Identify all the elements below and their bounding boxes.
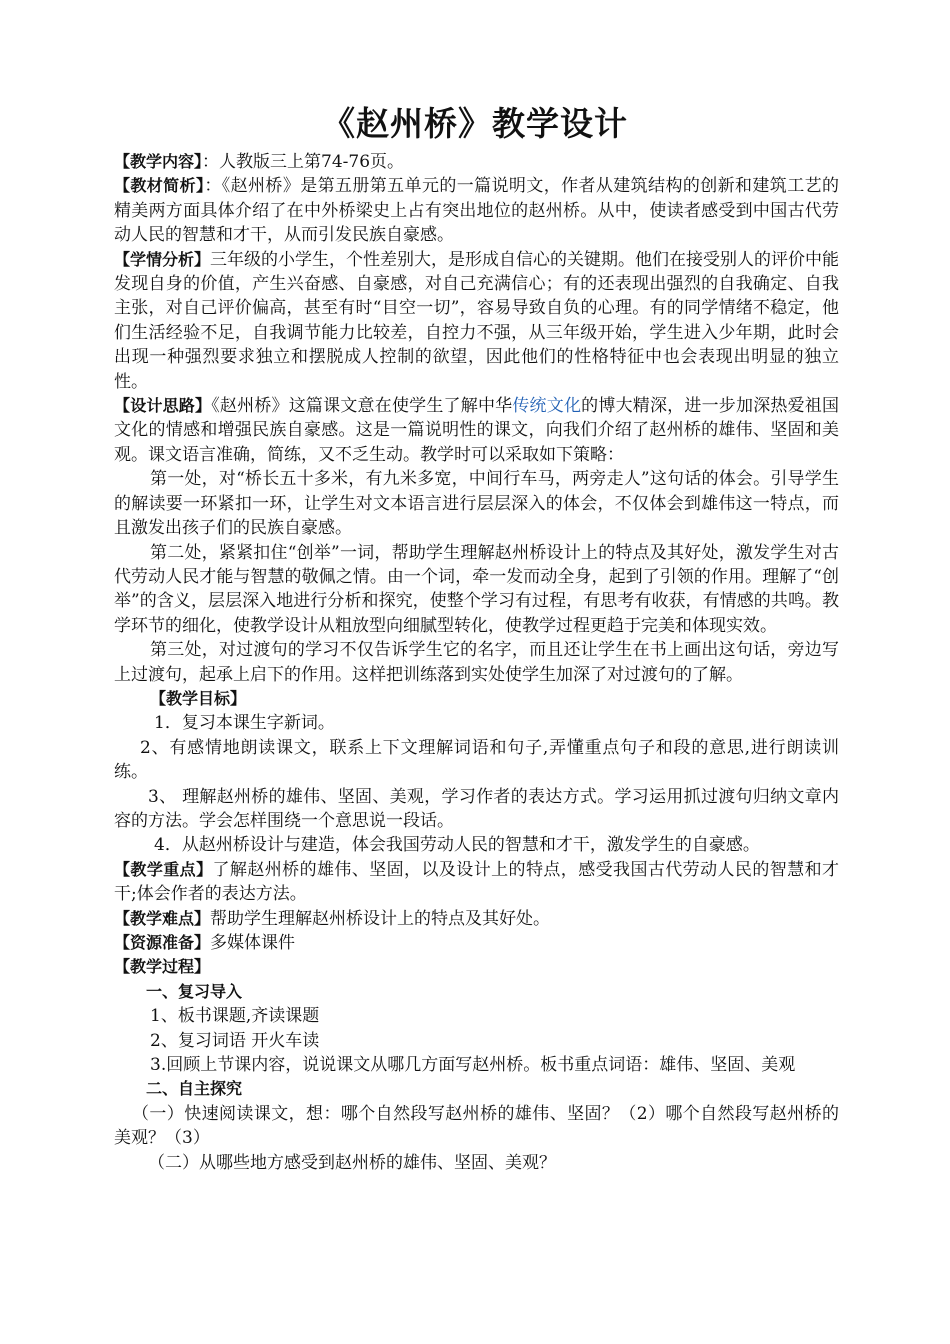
design-point-3: 第三处，对过渡句的学习不仅告诉学生它的名字，而且还让学生在书上画出这句话，旁边写上过渡句，起承上启下的作用。这样把训练落到实处使学生加深了对过渡句的了解。 (114, 640, 839, 685)
difficult-points (114, 907, 839, 931)
section-label: 【教学内容】 (114, 152, 203, 171)
process-step-2-item: （一）快速阅读课文，想：哪个自然段写赵州桥的雄伟、坚固？（2）哪个自然段写赵州桥的美观？（3） (114, 1103, 839, 1149)
section-text: 了解赵州桥的雄伟、坚固，以及设计上的特点，感受我国古代劳动人民的智慧和才干;体会作者的表达方法。 (114, 859, 839, 905)
process-heading (114, 955, 839, 979)
section-label: 【资源准备】 (114, 933, 211, 952)
process-step-1-item: 3.回顾上节课内容，说说课文从哪几方面写赵州桥。板书重点词语：雄伟、坚固、美观 (150, 1055, 796, 1076)
process-step-2-item: （二）从哪些地方感受到赵州桥的雄伟、坚固、美观？ (148, 1152, 556, 1173)
section-label: 【教学难点】 (114, 908, 211, 928)
process-step-2-heading: 二、自主探究 (146, 1079, 243, 1099)
section-label: 【教材简析】 (114, 176, 205, 196)
section-label: 【教学重点】 (114, 859, 213, 879)
process-step-1-heading: 一、复习导入 (146, 981, 243, 1001)
section-label: 【学情分析】 (114, 249, 211, 269)
process-step-1-item: 1、板书课题,齐读课题 (150, 1006, 320, 1027)
document-body (114, 150, 839, 1175)
section-label: 【设计思路】 (114, 396, 212, 416)
section-text: 《赵州桥》这篇课文意在使学生了解中华 (211, 396, 513, 417)
resources (114, 931, 839, 955)
material-analysis (114, 174, 839, 247)
process-step-1-item: 2、复习词语 开火车读 (150, 1030, 320, 1051)
traditional-culture-link[interactable]: 传统文化 (512, 396, 582, 417)
goal-3: 3、 理解赵州桥的雄伟、坚固、美观，学习作者的表达方式。学习运用抓过渡句归纳文章内容的方法。学会怎样围绕一个意思说一段话。 (114, 786, 839, 831)
section-text: 三年级的小学生，个性差别大，是形成自信心的关键期。他们在接受别人的评价中能发现自身的价值，产生兴奋感、自豪感，对自己充满信心；有的还表现出强烈的自我确定、自我主张，对自己评价偏高，甚至有时“目空一切”，容易导致自负的心理。有的同学情绪不稳定，他们生活经验不足，自我调节能力比较差，自控力不强，从三年级开始，学生进入少年期，此时会出现一种强烈要求独立和摆脱成人控制的欲望，因此他们的性格特征中也会表现出明显的独立性。 (114, 249, 840, 392)
section-text: 的博大精深，进一步加深热爱祖国文化的情感和增强民族自豪感。这是一篇说明性的课文，向我们介绍了赵州桥的雄伟、坚固和美观。课文语言准确，简练，又不乏生动。教学时可以采取如下策略： (114, 396, 839, 465)
design-idea (114, 394, 839, 467)
document-title: 《赵州桥》教学设计 (322, 104, 628, 143)
key-points (114, 858, 839, 907)
section-text: ：《赵州桥》是第五册第五单元的一篇说明文，作者从建筑结构的创新和建筑工艺的精美两方面具体介绍了在中外桥梁史上占有突出地位的赵州桥。从中，使读者感受到中国古代劳动人民的智慧和才干，从而引发民族自豪感。 (114, 176, 839, 246)
goal-1: 1．复习本课生字新词。 (154, 713, 335, 734)
section-text: ：人教版三上第74-76页。 (202, 152, 405, 172)
section-text: 帮助学生理解赵州桥设计上的特点及其好处。 (210, 908, 551, 929)
goals-heading: 【教学目标】 (150, 688, 247, 708)
design-point-2: 第二处，紧紧扣住“创举”一词，帮助学生理解赵州桥设计上的特点及其好处，激发学生对古代劳动人民才能与智慧的敬佩之情。由一个词，牵一发而动全身，起到了引领的作用。理解了“创举”的含义，层层深入地进行分析和探究，使整个学习有过程，有思考有收获，有情感的共鸣。教学环节的细化，使教学设计从粗放型向细腻型转化，使教学过程更趋于完美和体现实效。 (114, 542, 839, 636)
section-text: 多媒体课件 (210, 933, 296, 953)
goal-4: 4．从赵州桥设计与建造，体会我国劳动人民的智慧和才干，激发学生的自豪感。 (154, 835, 760, 856)
teaching-content (114, 150, 839, 174)
student-analysis (114, 248, 839, 394)
goal-2: 2、有感情地朗读课文，联系上下文理解词语和句子,弄懂重点句子和段的意思,进行朗读训练。 (114, 737, 839, 783)
section-label: 【教学过程】 (114, 957, 211, 977)
design-point-1: 第一处，对“桥长五十多米，有九米多宽，中间行车马，两旁走人”这句话的体会。引导学生的解读要一环紧扣一环，让学生对文本语言进行层层深入的体会，不仅体会到雄伟这一特点，而且激发出孩子们的民族自豪感。 (114, 469, 839, 539)
